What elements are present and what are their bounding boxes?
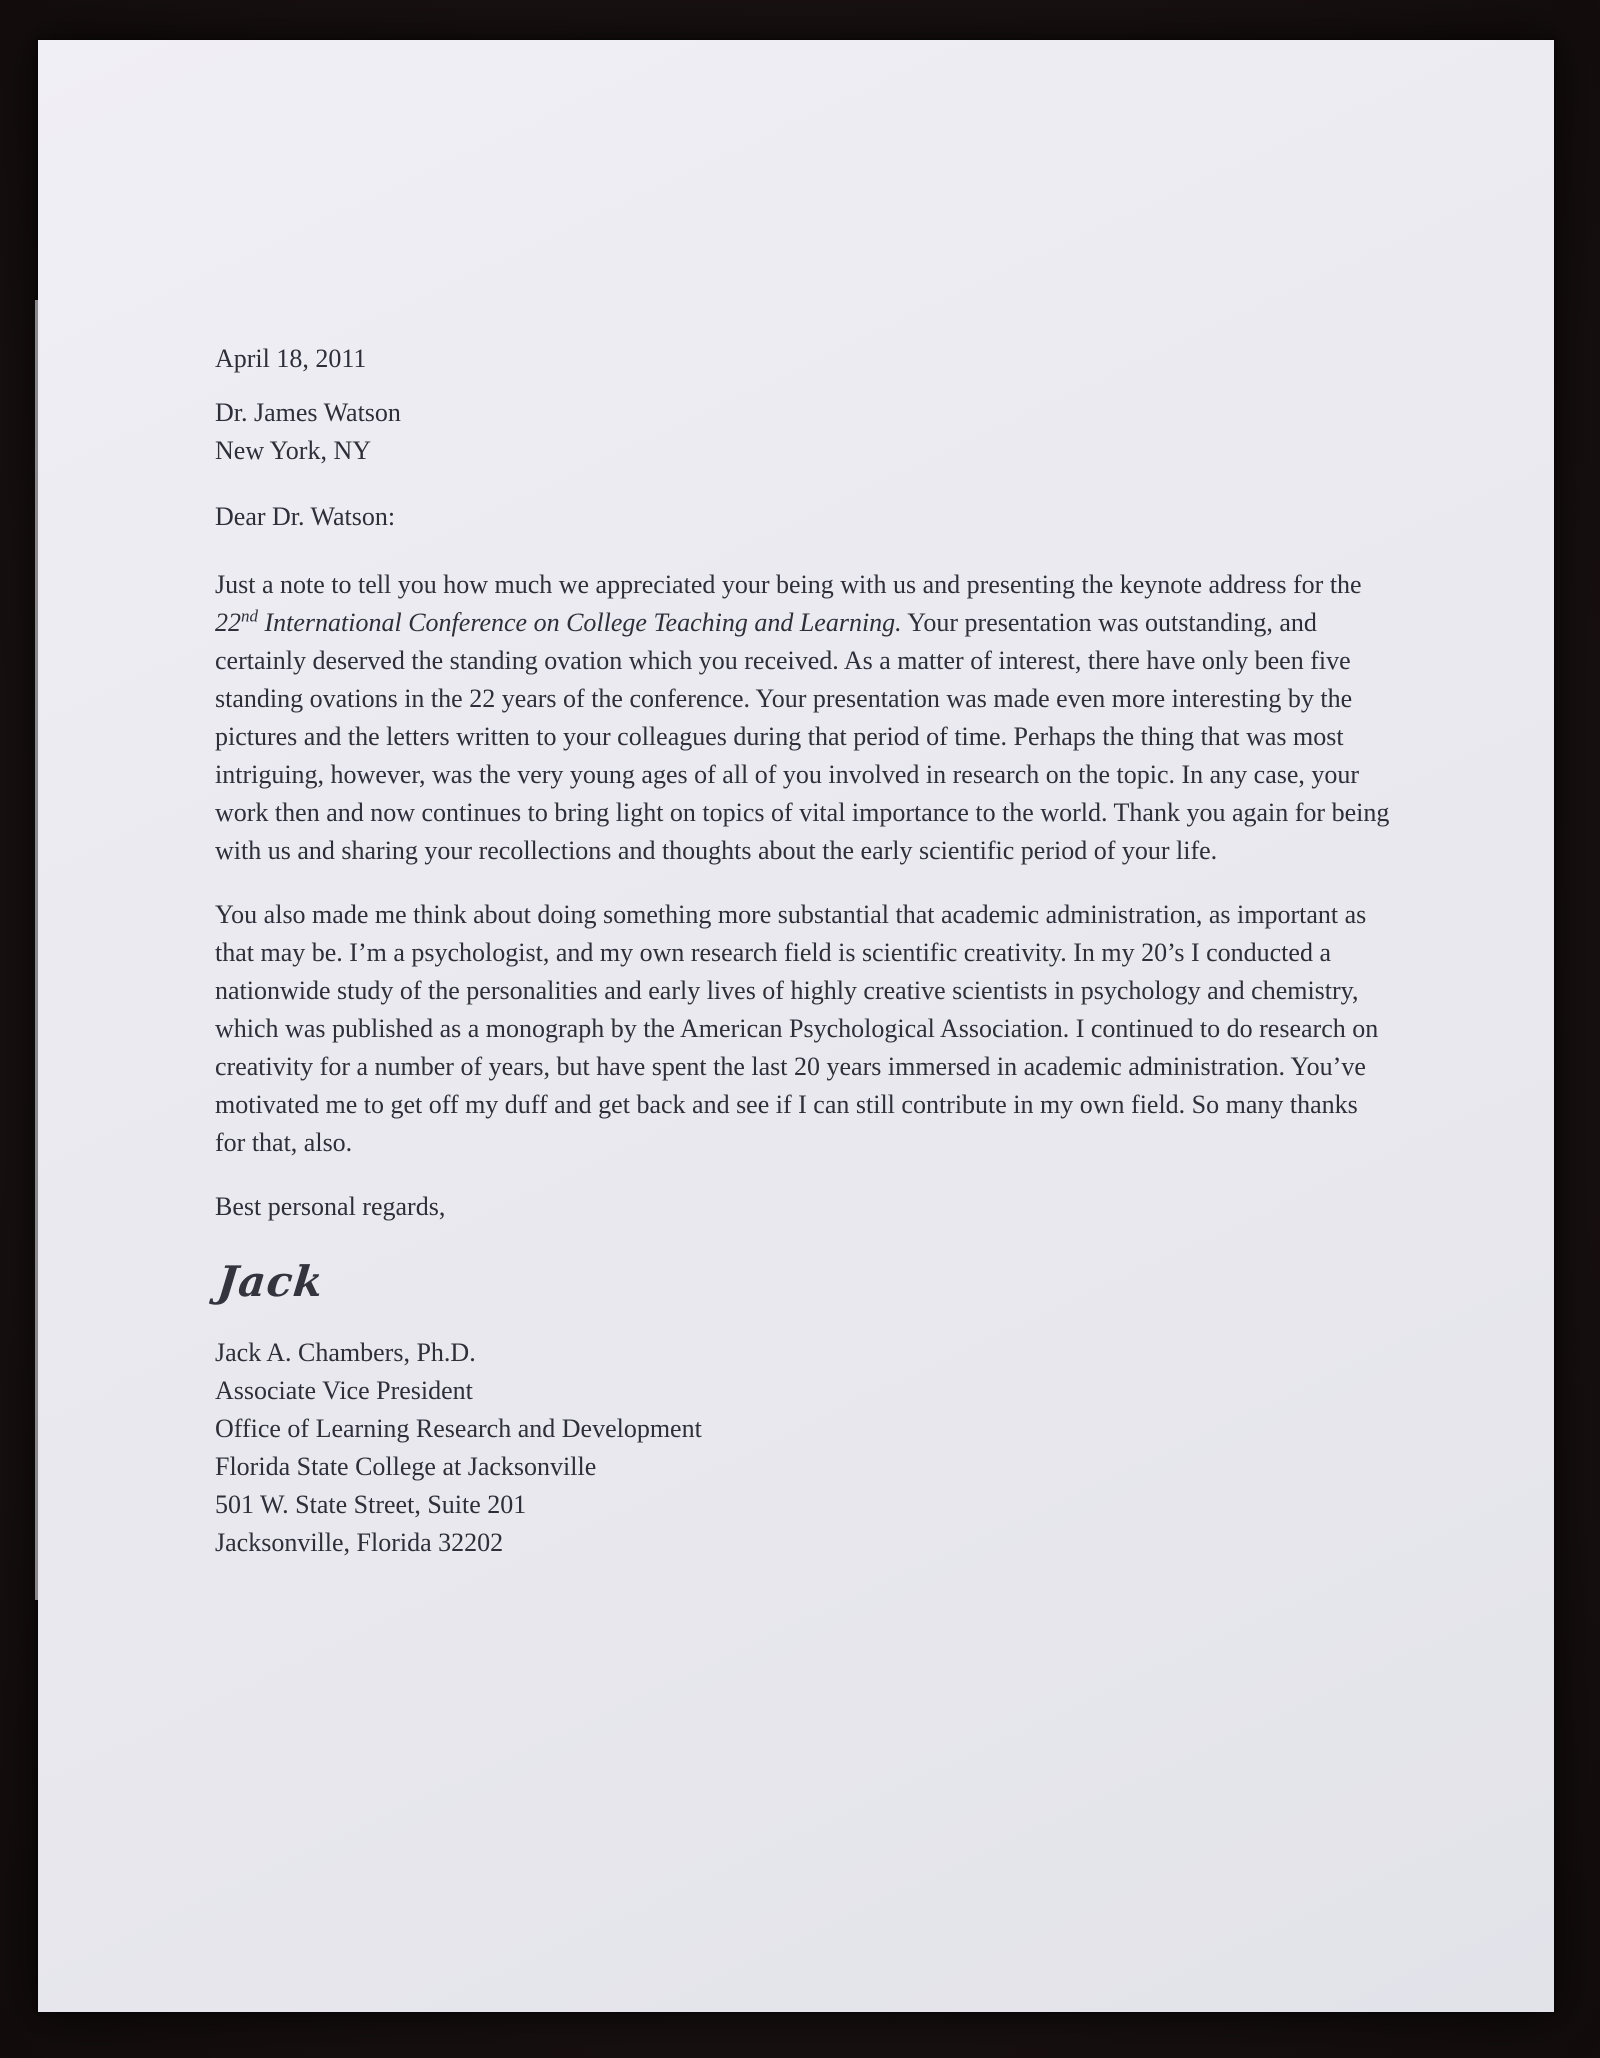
signer-title: Associate Vice President: [215, 1376, 473, 1405]
closing-line: Best personal regards,: [215, 1192, 446, 1221]
signer-city-state-zip: Jacksonville, Florida 32202: [215, 1528, 504, 1557]
recipient-city: New York, NY: [215, 436, 372, 465]
handwritten-signature: Jack: [215, 1257, 327, 1306]
salutation: Dear Dr. Watson:: [215, 502, 396, 531]
signer-name: Jack A. Chambers, Ph.D.: [215, 1338, 476, 1367]
signer-institution: Florida State College at Jacksonville: [215, 1452, 597, 1481]
body-paragraph-2: You also made me think about doing something more substantial that academic administration, as important as that may be. I’m a psychologist, and my own research field is scientific creativity. In my 20’s I conducted a nationwide study of the personalities and early lives of highly creative scientists in psychology and chemistry, which was published as a monograph by the American Psychological Association. I continued to do research on creativity for a number of years, but have spent the last 20 years immersed in academic administration. You’ve motivated me to get off my duff and get back and see if I can still contribute in my own field. So many thanks for that, also.: [215, 900, 1379, 1157]
signature-block: [215, 1334, 1394, 1562]
signer-office: Office of Learning Research and Development: [215, 1414, 702, 1443]
conference-number: 22: [215, 608, 241, 637]
letter-date: April 18, 2011: [215, 344, 367, 373]
conference-title: International Conference on College Teaching and Learning.: [258, 608, 902, 637]
paragraph1-pre: Just a note to tell you how much we appreciated your being with us and presenting the keynote address for the: [215, 570, 1362, 599]
recipient-block: [215, 394, 1394, 470]
body-paragraph-1: [215, 566, 1394, 870]
paragraph1-post: Your presentation was outstanding, and certainly deserved the standing ovation which you received. As a matter of interest, there have only been five standing ovations in the 22 years of the conference. Your presentation was made even more interesting by the pictures and the letters written to your colleagues during that period of time. Perhaps the thing that was most intriguing, however, was the very young ages of all of you involved in research on the topic. In any case, your work then and now continues to bring light on topics of vital importance to the world. Thank you again for being with us and sharing your recollections and thoughts about the early scientific period of your life.: [215, 608, 1390, 865]
letter-page: [38, 40, 1554, 2012]
recipient-name: Dr. James Watson: [215, 398, 401, 427]
conference-ordinal: nd: [241, 606, 258, 626]
signer-street-address: 501 W. State Street, Suite 201: [215, 1490, 527, 1519]
